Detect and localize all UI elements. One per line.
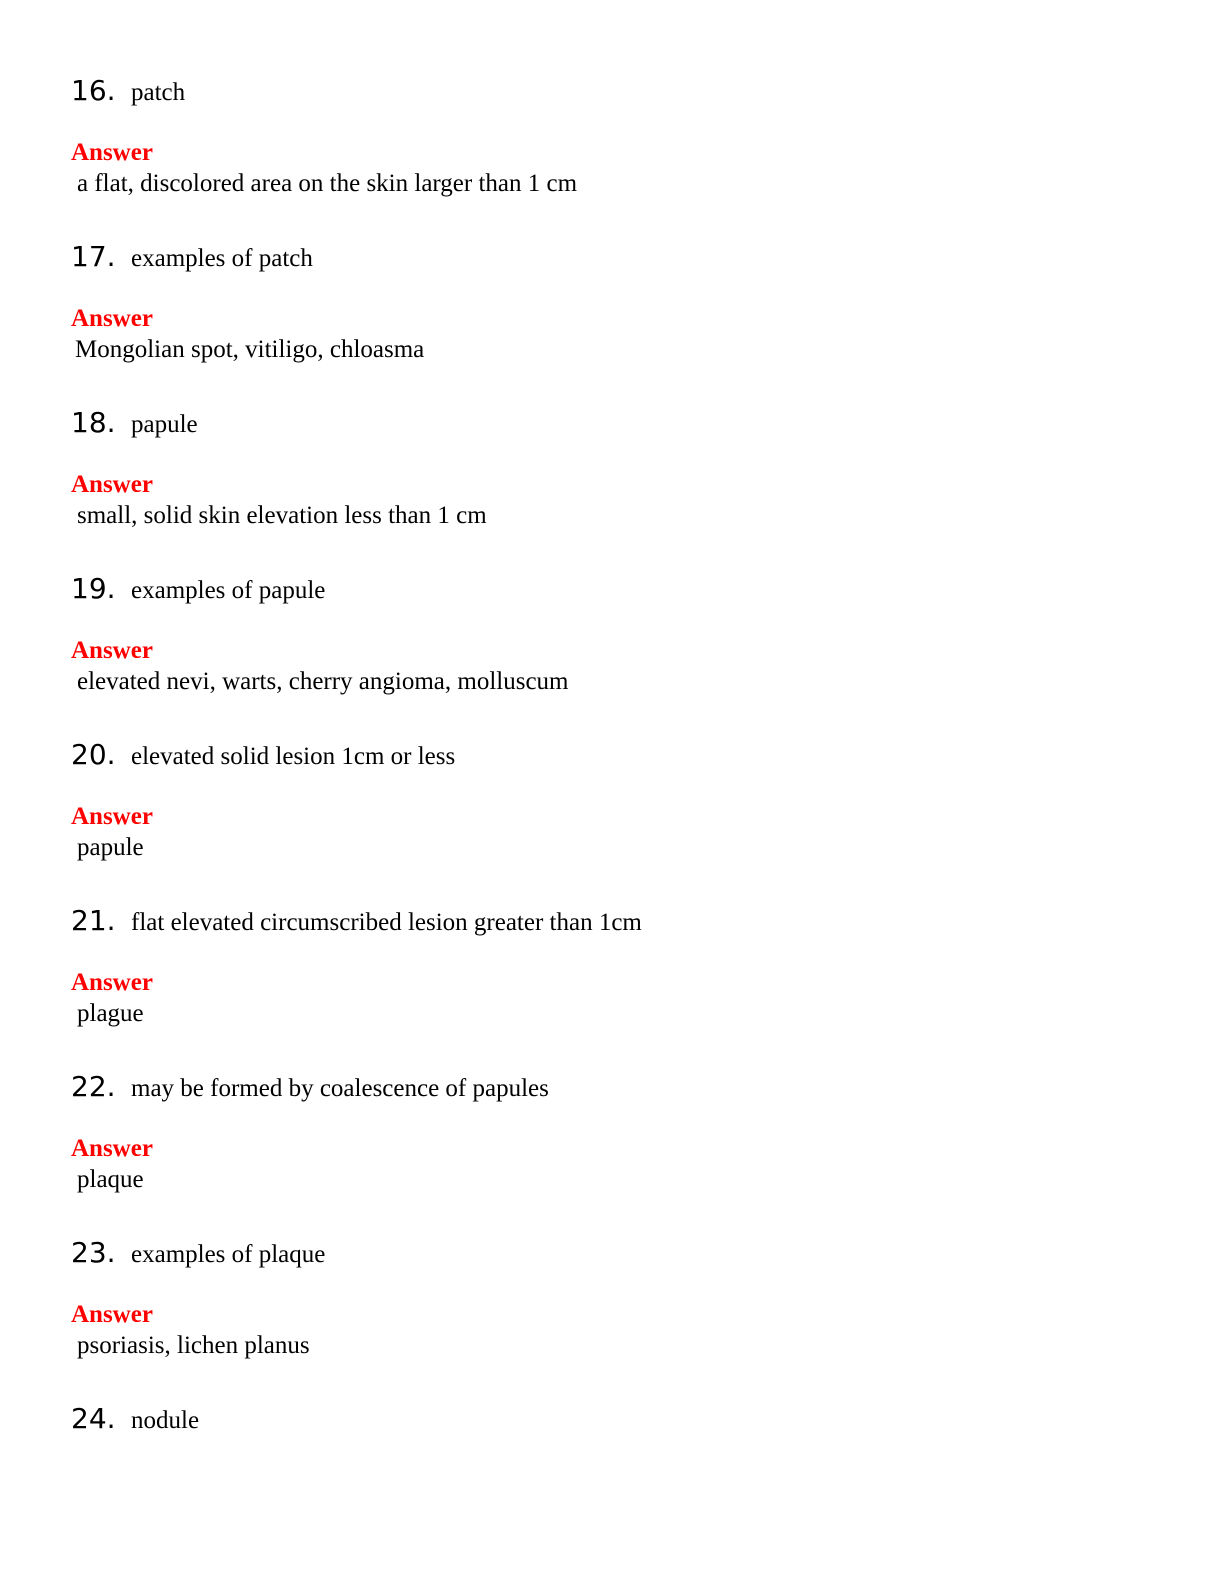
question-item (71, 406, 1171, 532)
question-number: 16. (71, 74, 116, 107)
answer-label: Answer (71, 471, 153, 498)
question-number: 23. (71, 1236, 116, 1269)
question-line (71, 1236, 1171, 1272)
question-text: elevated solid lesion 1cm or less (131, 743, 456, 770)
question-line (71, 904, 1171, 940)
question-text: flat elevated circumscribed lesion greater than 1cm (131, 909, 642, 936)
answer-text: a flat, discolored area on the skin larger than 1 cm (77, 170, 578, 197)
question-item (71, 572, 1171, 698)
question-number: 19. (71, 572, 116, 605)
question-text: papule (131, 411, 198, 438)
question-text: may be formed by coalescence of papules (131, 1075, 549, 1102)
answer-text: Mongolian spot, vitiligo, chloasma (75, 336, 425, 363)
question-item (71, 738, 1171, 864)
answer-text: papule (77, 834, 144, 861)
question-line (71, 240, 1171, 276)
question-line (71, 572, 1171, 608)
answer-label: Answer (71, 1301, 153, 1328)
question-text: nodule (131, 1407, 200, 1434)
question-number: 21. (71, 904, 116, 937)
question-item (71, 1402, 1171, 1438)
question-item (71, 240, 1171, 366)
answer-label: Answer (71, 637, 153, 664)
answer-text: psoriasis, lichen planus (77, 1332, 310, 1359)
answer-text: plaque (77, 1166, 144, 1193)
answer-label: Answer (71, 305, 153, 332)
question-line (71, 1070, 1171, 1106)
answer-text: small, solid skin elevation less than 1 cm (77, 502, 487, 529)
question-item (71, 1236, 1171, 1362)
answer-label: Answer (71, 803, 153, 830)
question-line (71, 74, 1171, 110)
question-item (71, 904, 1171, 1030)
question-number: 24. (71, 1402, 116, 1435)
question-text: patch (131, 79, 186, 106)
question-number: 20. (71, 738, 116, 771)
answer-label: Answer (71, 969, 153, 996)
answer-label: Answer (71, 1135, 153, 1162)
question-text: examples of patch (131, 245, 313, 272)
question-line (71, 406, 1171, 442)
question-item (71, 74, 1171, 200)
answer-text: elevated nevi, warts, cherry angioma, molluscum (77, 668, 569, 695)
question-line (71, 1402, 1171, 1438)
question-number: 17. (71, 240, 116, 273)
question-text: examples of plaque (131, 1241, 326, 1268)
answer-label: Answer (71, 139, 153, 166)
question-number: 18. (71, 406, 116, 439)
question-number: 22. (71, 1070, 116, 1103)
question-line (71, 738, 1171, 774)
question-text: examples of papule (131, 577, 326, 604)
answer-text: plague (77, 1000, 144, 1027)
question-item (71, 1070, 1171, 1196)
